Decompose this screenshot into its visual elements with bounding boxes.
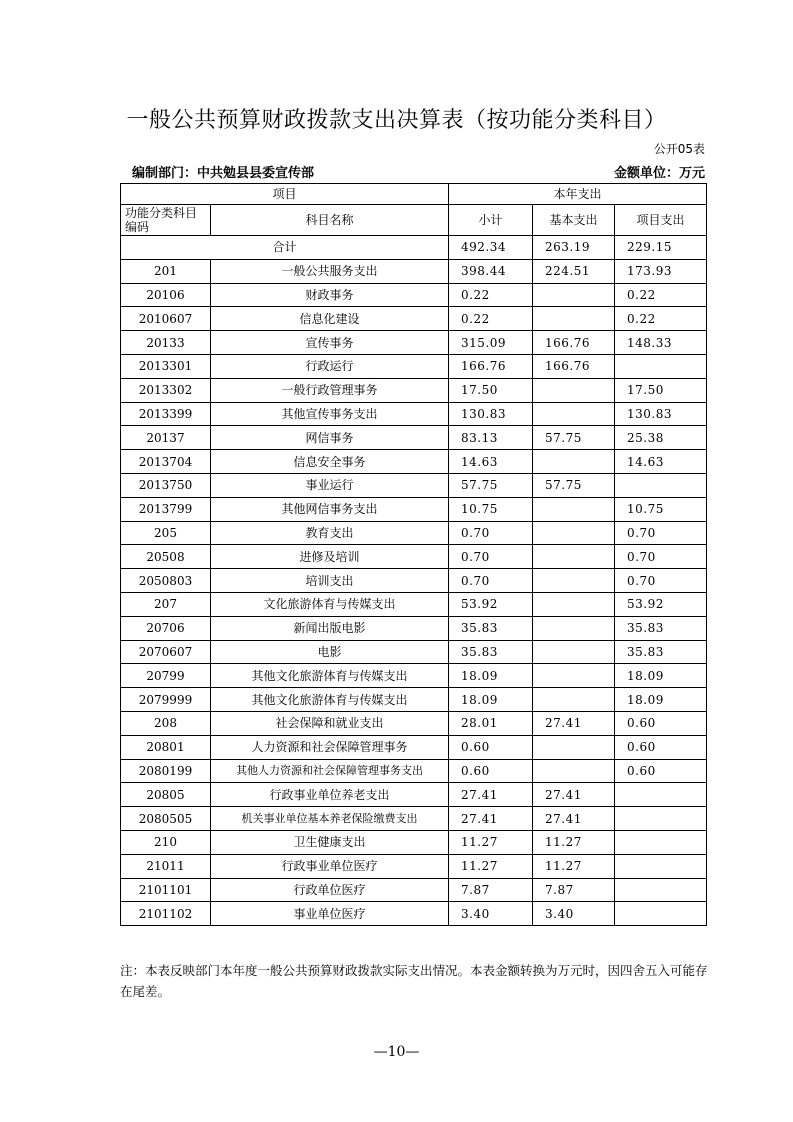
table-row bbox=[121, 592, 707, 616]
total-project: 229.15 bbox=[615, 236, 707, 260]
row-project: 14.63 bbox=[615, 450, 707, 474]
table-row bbox=[121, 664, 707, 688]
row-project: 10.75 bbox=[615, 497, 707, 521]
table-row bbox=[121, 854, 707, 878]
table-row bbox=[121, 902, 707, 926]
row-subtotal: 28.01 bbox=[449, 711, 533, 735]
row-project: 0.60 bbox=[615, 759, 707, 783]
row-basic: 27.41 bbox=[533, 807, 615, 831]
row-code: 20706 bbox=[121, 616, 211, 640]
row-name: 文化旅游体育与传媒支出 bbox=[211, 592, 449, 616]
row-project bbox=[615, 902, 707, 926]
row-name: 卫生健康支出 bbox=[211, 830, 449, 854]
row-name: 信息化建设 bbox=[211, 307, 449, 331]
row-project bbox=[615, 783, 707, 807]
row-name: 其他网信事务支出 bbox=[211, 497, 449, 521]
row-code: 2050803 bbox=[121, 569, 211, 593]
row-code: 208 bbox=[121, 711, 211, 735]
expenditure-table bbox=[120, 183, 707, 926]
row-subtotal: 0.22 bbox=[449, 307, 533, 331]
total-basic: 263.19 bbox=[533, 236, 615, 260]
amount-unit-label: 金额单位：万元 bbox=[613, 166, 705, 181]
row-name: 进修及培训 bbox=[211, 545, 449, 569]
row-project: 0.70 bbox=[615, 521, 707, 545]
row-project: 0.70 bbox=[615, 569, 707, 593]
row-code: 207 bbox=[121, 592, 211, 616]
row-subtotal: 53.92 bbox=[449, 592, 533, 616]
row-name: 新闻出版电影 bbox=[211, 616, 449, 640]
row-basic bbox=[533, 640, 615, 664]
row-project bbox=[615, 354, 707, 378]
row-basic bbox=[533, 450, 615, 474]
department-label: 编制部门：中共勉县县委宣传部 bbox=[132, 166, 315, 181]
row-name: 机关事业单位基本养老保险缴费支出 bbox=[211, 807, 449, 831]
row-name: 行政单位医疗 bbox=[211, 878, 449, 902]
row-code: 2080505 bbox=[121, 807, 211, 831]
header-project: 项目 bbox=[121, 184, 449, 205]
row-subtotal: 0.60 bbox=[449, 759, 533, 783]
row-name: 行政运行 bbox=[211, 354, 449, 378]
row-name: 事业运行 bbox=[211, 473, 449, 497]
page-number: —10— bbox=[373, 1044, 420, 1060]
row-basic: 166.76 bbox=[533, 354, 615, 378]
row-subtotal: 11.27 bbox=[449, 830, 533, 854]
row-project bbox=[615, 473, 707, 497]
row-code: 20508 bbox=[121, 545, 211, 569]
row-name: 电影 bbox=[211, 640, 449, 664]
header-current-year: 本年支出 bbox=[449, 184, 707, 205]
row-name: 社会保障和就业支出 bbox=[211, 711, 449, 735]
row-subtotal: 0.70 bbox=[449, 569, 533, 593]
row-code: 201 bbox=[121, 259, 211, 283]
row-basic bbox=[533, 402, 615, 426]
row-basic: 27.41 bbox=[533, 783, 615, 807]
table-row bbox=[121, 688, 707, 712]
row-basic: 7.87 bbox=[533, 878, 615, 902]
header-code: 功能分类科目编码 bbox=[121, 205, 211, 236]
row-basic: 166.76 bbox=[533, 331, 615, 355]
table-row bbox=[121, 450, 707, 474]
row-name: 宣传事务 bbox=[211, 331, 449, 355]
row-name: 人力资源和社会保障管理事务 bbox=[211, 735, 449, 759]
page-title: 一般公共预算财政拨款支出决算表（按功能分类科目） bbox=[126, 108, 667, 133]
row-subtotal: 18.09 bbox=[449, 664, 533, 688]
row-basic bbox=[533, 307, 615, 331]
row-project: 0.60 bbox=[615, 735, 707, 759]
table-row bbox=[121, 378, 707, 402]
table-row bbox=[121, 331, 707, 355]
row-basic: 57.75 bbox=[533, 473, 615, 497]
row-code: 2013750 bbox=[121, 473, 211, 497]
table-row bbox=[121, 640, 707, 664]
row-basic: 3.40 bbox=[533, 902, 615, 926]
row-basic: 11.27 bbox=[533, 854, 615, 878]
row-subtotal: 11.27 bbox=[449, 854, 533, 878]
row-subtotal: 0.22 bbox=[449, 283, 533, 307]
row-project: 130.83 bbox=[615, 402, 707, 426]
row-subtotal: 35.83 bbox=[449, 616, 533, 640]
row-project: 53.92 bbox=[615, 592, 707, 616]
table-row bbox=[121, 402, 707, 426]
row-basic bbox=[533, 569, 615, 593]
row-subtotal: 0.70 bbox=[449, 521, 533, 545]
row-name: 其他文化旅游体育与传媒支出 bbox=[211, 688, 449, 712]
row-subtotal: 3.40 bbox=[449, 902, 533, 926]
row-basic: 57.75 bbox=[533, 426, 615, 450]
row-name: 行政事业单位养老支出 bbox=[211, 783, 449, 807]
row-subtotal: 14.63 bbox=[449, 450, 533, 474]
table-row bbox=[121, 545, 707, 569]
header-row-1 bbox=[121, 184, 707, 205]
row-subtotal: 398.44 bbox=[449, 259, 533, 283]
row-basic bbox=[533, 735, 615, 759]
header-basic: 基本支出 bbox=[533, 205, 615, 236]
row-subtotal: 166.76 bbox=[449, 354, 533, 378]
row-code: 20133 bbox=[121, 331, 211, 355]
row-code: 2079999 bbox=[121, 688, 211, 712]
row-subtotal: 0.60 bbox=[449, 735, 533, 759]
row-code: 2013399 bbox=[121, 402, 211, 426]
row-project: 148.33 bbox=[615, 331, 707, 355]
row-subtotal: 17.50 bbox=[449, 378, 533, 402]
header-project-expenditure: 项目支出 bbox=[615, 205, 707, 236]
row-project: 17.50 bbox=[615, 378, 707, 402]
row-basic bbox=[533, 592, 615, 616]
row-name: 培训支出 bbox=[211, 569, 449, 593]
row-subtotal: 7.87 bbox=[449, 878, 533, 902]
table-row bbox=[121, 807, 707, 831]
row-basic bbox=[533, 283, 615, 307]
row-code: 2101102 bbox=[121, 902, 211, 926]
row-name: 其他宣传事务支出 bbox=[211, 402, 449, 426]
row-code: 2013301 bbox=[121, 354, 211, 378]
row-name: 网信事务 bbox=[211, 426, 449, 450]
row-code: 20801 bbox=[121, 735, 211, 759]
form-number: 公开05表 bbox=[653, 142, 705, 156]
row-subtotal: 35.83 bbox=[449, 640, 533, 664]
total-subtotal: 492.34 bbox=[449, 236, 533, 260]
row-subtotal: 10.75 bbox=[449, 497, 533, 521]
row-subtotal: 57.75 bbox=[449, 473, 533, 497]
row-basic bbox=[533, 664, 615, 688]
row-basic bbox=[533, 545, 615, 569]
table-row bbox=[121, 569, 707, 593]
row-code: 20106 bbox=[121, 283, 211, 307]
row-basic bbox=[533, 378, 615, 402]
row-code: 20805 bbox=[121, 783, 211, 807]
table-row bbox=[121, 521, 707, 545]
table-row bbox=[121, 759, 707, 783]
row-name: 一般公共服务支出 bbox=[211, 259, 449, 283]
row-project: 0.22 bbox=[615, 283, 707, 307]
row-name: 行政事业单位医疗 bbox=[211, 854, 449, 878]
row-subtotal: 83.13 bbox=[449, 426, 533, 450]
row-project: 35.83 bbox=[615, 640, 707, 664]
table-row bbox=[121, 283, 707, 307]
table-row bbox=[121, 307, 707, 331]
row-basic bbox=[533, 521, 615, 545]
row-code: 210 bbox=[121, 830, 211, 854]
table-row bbox=[121, 497, 707, 521]
row-name: 信息安全事务 bbox=[211, 450, 449, 474]
table-row bbox=[121, 426, 707, 450]
row-name: 财政事务 bbox=[211, 283, 449, 307]
row-project bbox=[615, 854, 707, 878]
row-basic: 27.41 bbox=[533, 711, 615, 735]
table-row bbox=[121, 259, 707, 283]
table-row bbox=[121, 473, 707, 497]
row-code: 20799 bbox=[121, 664, 211, 688]
table-row bbox=[121, 878, 707, 902]
row-code: 2013704 bbox=[121, 450, 211, 474]
row-code: 2013302 bbox=[121, 378, 211, 402]
table-row bbox=[121, 711, 707, 735]
row-code: 21011 bbox=[121, 854, 211, 878]
row-project: 18.09 bbox=[615, 664, 707, 688]
row-subtotal: 27.41 bbox=[449, 807, 533, 831]
row-code: 2080199 bbox=[121, 759, 211, 783]
row-subtotal: 27.41 bbox=[449, 783, 533, 807]
row-project: 0.22 bbox=[615, 307, 707, 331]
footnote: 注：本表反映部门本年度一般公共预算财政拨款实际支出情况。本表金额转换为万元时，因四舍五入可能存在尾差。 bbox=[120, 963, 708, 999]
total-label: 合计 bbox=[121, 236, 449, 260]
table-row bbox=[121, 735, 707, 759]
row-code: 2101101 bbox=[121, 878, 211, 902]
table-row bbox=[121, 354, 707, 378]
table-row bbox=[121, 830, 707, 854]
header-subtotal: 小计 bbox=[449, 205, 533, 236]
row-subtotal: 0.70 bbox=[449, 545, 533, 569]
row-project bbox=[615, 878, 707, 902]
table-row bbox=[121, 783, 707, 807]
row-basic bbox=[533, 688, 615, 712]
row-basic: 11.27 bbox=[533, 830, 615, 854]
row-basic: 224.51 bbox=[533, 259, 615, 283]
row-project: 18.09 bbox=[615, 688, 707, 712]
row-project: 0.70 bbox=[615, 545, 707, 569]
row-name: 其他文化旅游体育与传媒支出 bbox=[211, 664, 449, 688]
row-code: 2070607 bbox=[121, 640, 211, 664]
total-row bbox=[121, 236, 707, 260]
row-basic bbox=[533, 616, 615, 640]
row-name: 事业单位医疗 bbox=[211, 902, 449, 926]
row-code: 20137 bbox=[121, 426, 211, 450]
header-name: 科目名称 bbox=[211, 205, 449, 236]
row-subtotal: 18.09 bbox=[449, 688, 533, 712]
row-project: 35.83 bbox=[615, 616, 707, 640]
row-code: 205 bbox=[121, 521, 211, 545]
row-project bbox=[615, 807, 707, 831]
row-basic bbox=[533, 759, 615, 783]
header-row-2 bbox=[121, 205, 707, 236]
row-project: 0.60 bbox=[615, 711, 707, 735]
row-name: 其他人力资源和社会保障管理事务支出 bbox=[211, 759, 449, 783]
row-project: 173.93 bbox=[615, 259, 707, 283]
row-code: 2010607 bbox=[121, 307, 211, 331]
row-project bbox=[615, 830, 707, 854]
row-subtotal: 315.09 bbox=[449, 331, 533, 355]
table-row bbox=[121, 616, 707, 640]
row-subtotal: 130.83 bbox=[449, 402, 533, 426]
row-name: 教育支出 bbox=[211, 521, 449, 545]
row-code: 2013799 bbox=[121, 497, 211, 521]
row-name: 一般行政管理事务 bbox=[211, 378, 449, 402]
row-basic bbox=[533, 497, 615, 521]
row-project: 25.38 bbox=[615, 426, 707, 450]
